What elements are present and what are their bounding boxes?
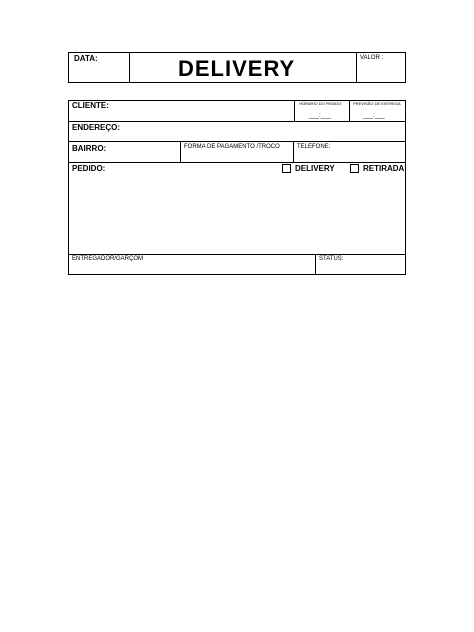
cliente-divider-1 bbox=[294, 100, 295, 121]
date-label: DATA: bbox=[74, 54, 98, 63]
value-label: VALOR : bbox=[360, 55, 384, 61]
header-divider-left bbox=[129, 52, 130, 83]
row-divider-bairro bbox=[68, 162, 406, 163]
bairro-divider-2 bbox=[293, 141, 294, 162]
order-label: PEDIDO: bbox=[72, 164, 106, 173]
row-divider-cliente bbox=[68, 121, 406, 122]
delivery-checkbox[interactable] bbox=[282, 164, 291, 173]
delivery-forecast-field[interactable]: ___:___ bbox=[363, 113, 385, 119]
neighborhood-label: BAIRRO: bbox=[72, 144, 107, 153]
client-label: CLIENTE: bbox=[72, 101, 109, 110]
courier-label: ENTREGADOR/GARÇOM bbox=[72, 256, 144, 262]
row-divider-pedido bbox=[68, 254, 406, 255]
footer-divider bbox=[315, 254, 316, 275]
phone-label: TELEFONE: bbox=[297, 144, 331, 150]
payment-label: FORMA DE PAGAMENTO /TROCO bbox=[184, 144, 280, 150]
delivery-option-label: DELIVERY bbox=[295, 164, 335, 173]
pickup-checkbox[interactable] bbox=[350, 164, 359, 173]
order-time-label: HORARIO DO PEDIDO: bbox=[299, 101, 343, 106]
header-divider-right bbox=[356, 52, 357, 83]
bairro-divider-1 bbox=[180, 141, 181, 162]
pickup-option-label: RETIRADA bbox=[363, 164, 405, 173]
address-label: ENDEREÇO: bbox=[72, 123, 121, 132]
cliente-divider-2 bbox=[349, 100, 350, 121]
page-title: DELIVERY bbox=[178, 56, 296, 81]
order-time-field[interactable]: ___:___ bbox=[309, 113, 331, 119]
row-divider-endereco bbox=[68, 141, 406, 142]
delivery-forecast-label: PREVISÃO DE ENTREGA bbox=[353, 101, 401, 106]
status-label: STATUS: bbox=[319, 256, 344, 262]
